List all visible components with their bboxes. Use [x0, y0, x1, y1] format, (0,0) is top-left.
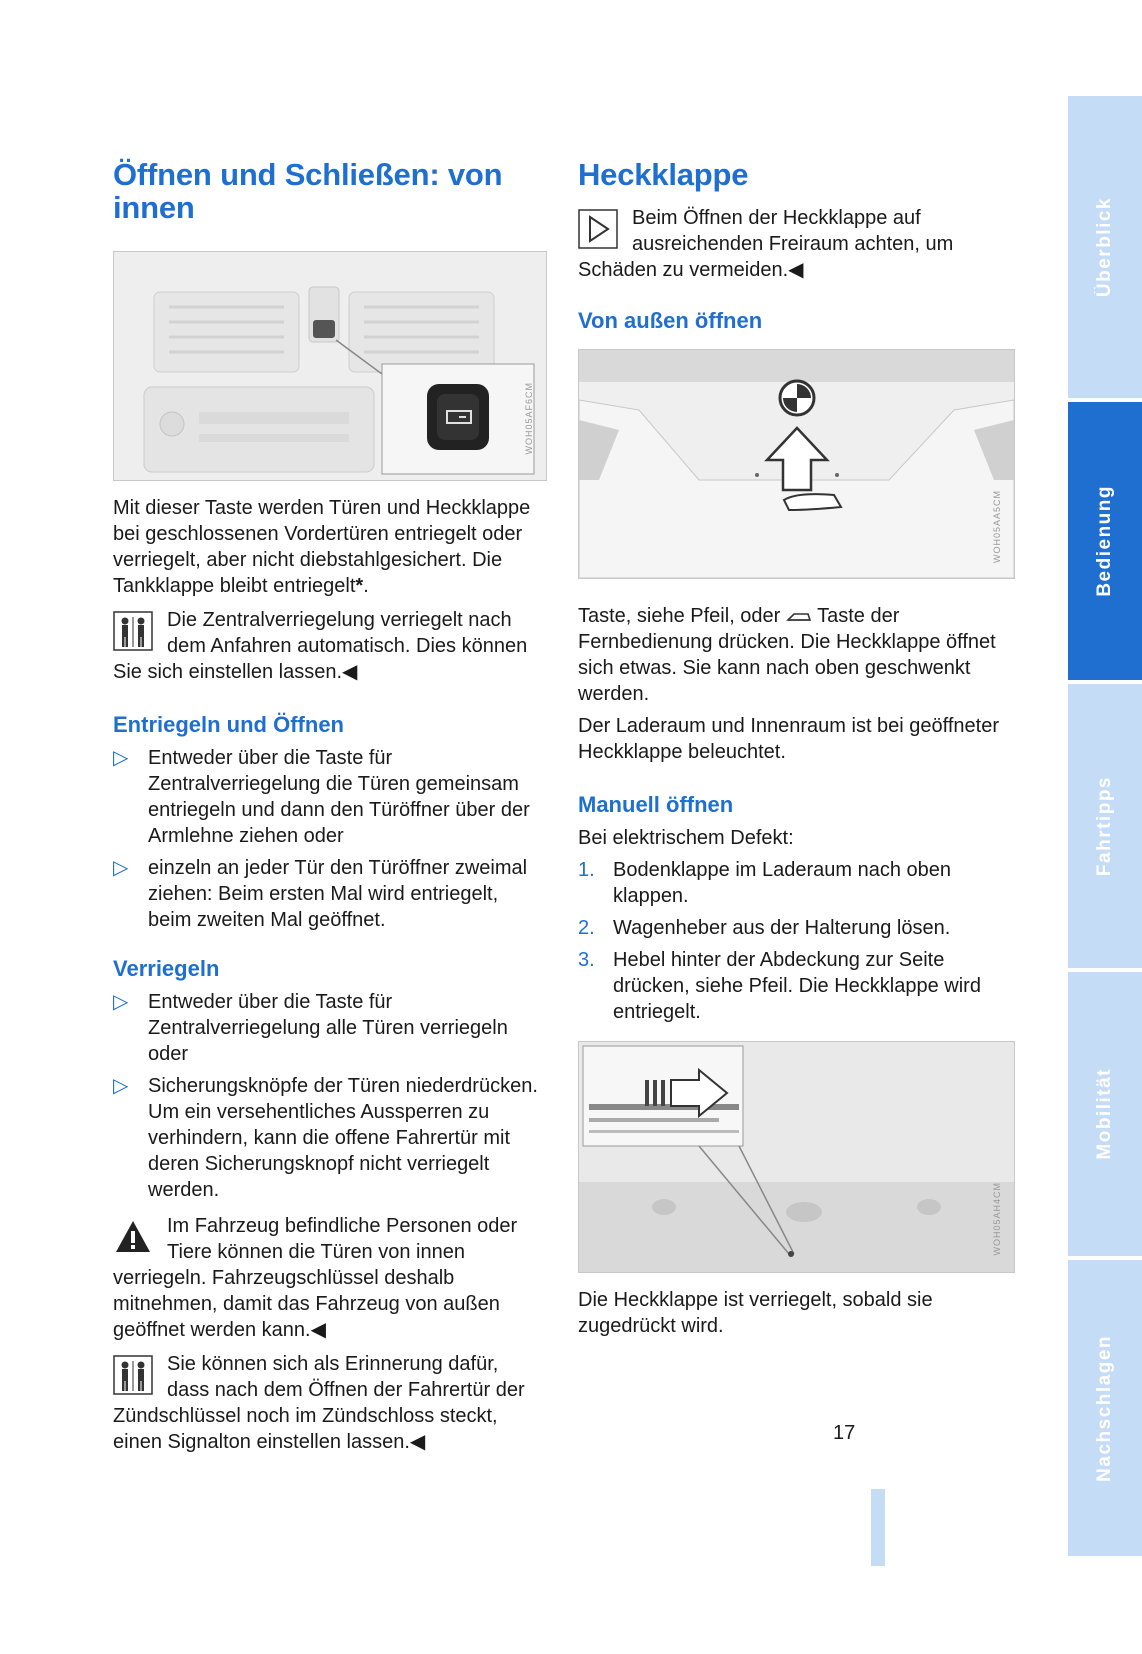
left-column: [113, 158, 545, 1455]
arrow-bullet-icon: ▷: [113, 747, 129, 769]
arrow-bullet-icon: ▷: [113, 857, 129, 879]
note-personal-settings-1: Die Zentralverriegelung verriegelt nach dem Anfahren automatisch. Dies können Sie sich einstellen lassen.◀: [113, 609, 528, 683]
right-column: [578, 158, 1013, 1339]
personal-profile-icon: [113, 611, 153, 651]
figure-manual-release: [578, 1041, 1015, 1273]
paragraph-defect: Bei elektrischem Defekt:: [578, 827, 794, 849]
heading-verriegeln: Verriegeln: [113, 956, 220, 981]
list-item: ▷ einzeln an jeder Tür den Türöffner zweimal ziehen: Beim ersten Mal wird entriegelt, beim zweiten Mal geöffnet.: [113, 857, 528, 931]
paragraph-closed: Die Heckklappe ist verriegelt, sobald sie zugedrückt wird.: [578, 1289, 933, 1337]
tab-ueberblick[interactable]: Überblick: [1068, 96, 1142, 398]
heading-von-aussen: Von außen öffnen: [578, 308, 763, 333]
heading-manuell: Manuell öffnen: [578, 792, 734, 817]
tailgate-illustration: [579, 350, 1014, 578]
tab-fahrtipps[interactable]: Fahrtipps: [1068, 684, 1142, 968]
figure-code: WOH05AA5CM: [992, 490, 1002, 564]
tab-bedienung[interactable]: Bedienung: [1068, 402, 1142, 680]
list-item: ▷ Entweder über die Taste für Zentralverriegelung die Türen gemeinsam entriegeln und dann den Türöffner über der Armlehne ziehen oder: [113, 747, 530, 847]
paragraph-remote-button: Taste, siehe Pfeil, oder Taste der Fernbedienung drücken. Die Heckklappe öffnet sich etwas. Sie kann nach oben geschwenkt werden.: [578, 605, 996, 705]
intro-paragraph: Mit dieser Taste werden Türen und Heckklappe bei geschlossenen Vordertüren entriegelt oder verriegelt, aber nicht diebstahlgesichert. Die Tankklappe bleibt entriegelt*.: [113, 497, 531, 597]
list-entriegeln: [113, 745, 545, 933]
tailgate-remote-icon: [786, 611, 812, 623]
caution-note: Beim Öffnen der Heckklappe auf ausreichenden Freiraum achten, um Schäden zu vermeiden.◀: [578, 207, 954, 281]
caution-triangle-icon: [578, 209, 618, 249]
arrow-bullet-icon: ▷: [113, 1075, 129, 1097]
tab-mobilitaet[interactable]: Mobilität: [1068, 972, 1142, 1256]
paragraph-lighting: Der Laderaum und Innenraum ist bei geöffneter Heckklappe beleuchtet.: [578, 715, 1000, 763]
figure-tailgate-outside: [578, 349, 1015, 579]
list-item: ▷ Entweder über die Taste für Zentralverriegelung alle Türen verriegeln oder: [113, 991, 508, 1065]
personal-profile-icon: [113, 1355, 153, 1395]
release-lever-illustration: [579, 1042, 1014, 1272]
chapter-tabs: [1068, 96, 1142, 1560]
figure-code: WOH05AF6CM: [524, 382, 534, 455]
heading-entriegeln: Entriegeln und Öffnen: [113, 712, 344, 737]
note-personal-settings-2: Sie können sich als Erinnerung dafür, dass nach dem Öffnen der Fahrertür der Zündschlüssel noch im Zündschloss steckt, einen Signalton einstellen lassen.◀: [113, 1353, 525, 1453]
tab-nachschlagen[interactable]: Nachschlagen: [1068, 1260, 1142, 1556]
section-title-heckklappe: Heckklappe: [578, 157, 749, 192]
figure-code: WOH05AH4CM: [992, 1182, 1002, 1256]
page-number: 17: [833, 1422, 856, 1444]
list-item: 1. Bodenklappe im Laderaum nach oben klappen.: [578, 859, 952, 907]
page-marker-bar: [871, 1489, 885, 1566]
arrow-bullet-icon: ▷: [113, 991, 129, 1013]
figure-central-locking-button: [113, 251, 547, 481]
warning-note: Im Fahrzeug befindliche Personen oder Tiere können die Türen von innen verriegeln. Fahrzeugschlüssel deshalb mitnehmen, damit das Fahrzeug von außen geöffnet werden kann.◀: [113, 1215, 518, 1341]
section-title-innen: Öffnen und Schließen: von innen: [113, 157, 503, 225]
list-item: 2. Wagenheber aus der Halterung lösen.: [578, 917, 951, 939]
steps-list: [578, 857, 1013, 1025]
list-item: ▷ Sicherungsknöpfe der Türen niederdrücken. Um ein versehentliches Aussperren zu verhindern, kann die offene Fahrertür mit deren Sicherungsknopf nicht verriegelt werden.: [113, 1075, 538, 1201]
dashboard-illustration: [114, 252, 546, 480]
list-item: 3. Hebel hinter der Abdeckung zur Seite drücken, siehe Pfeil. Die Heckklappe wird entriegelt.: [578, 949, 981, 1023]
list-verriegeln: [113, 989, 545, 1203]
warning-icon: [113, 1217, 153, 1257]
